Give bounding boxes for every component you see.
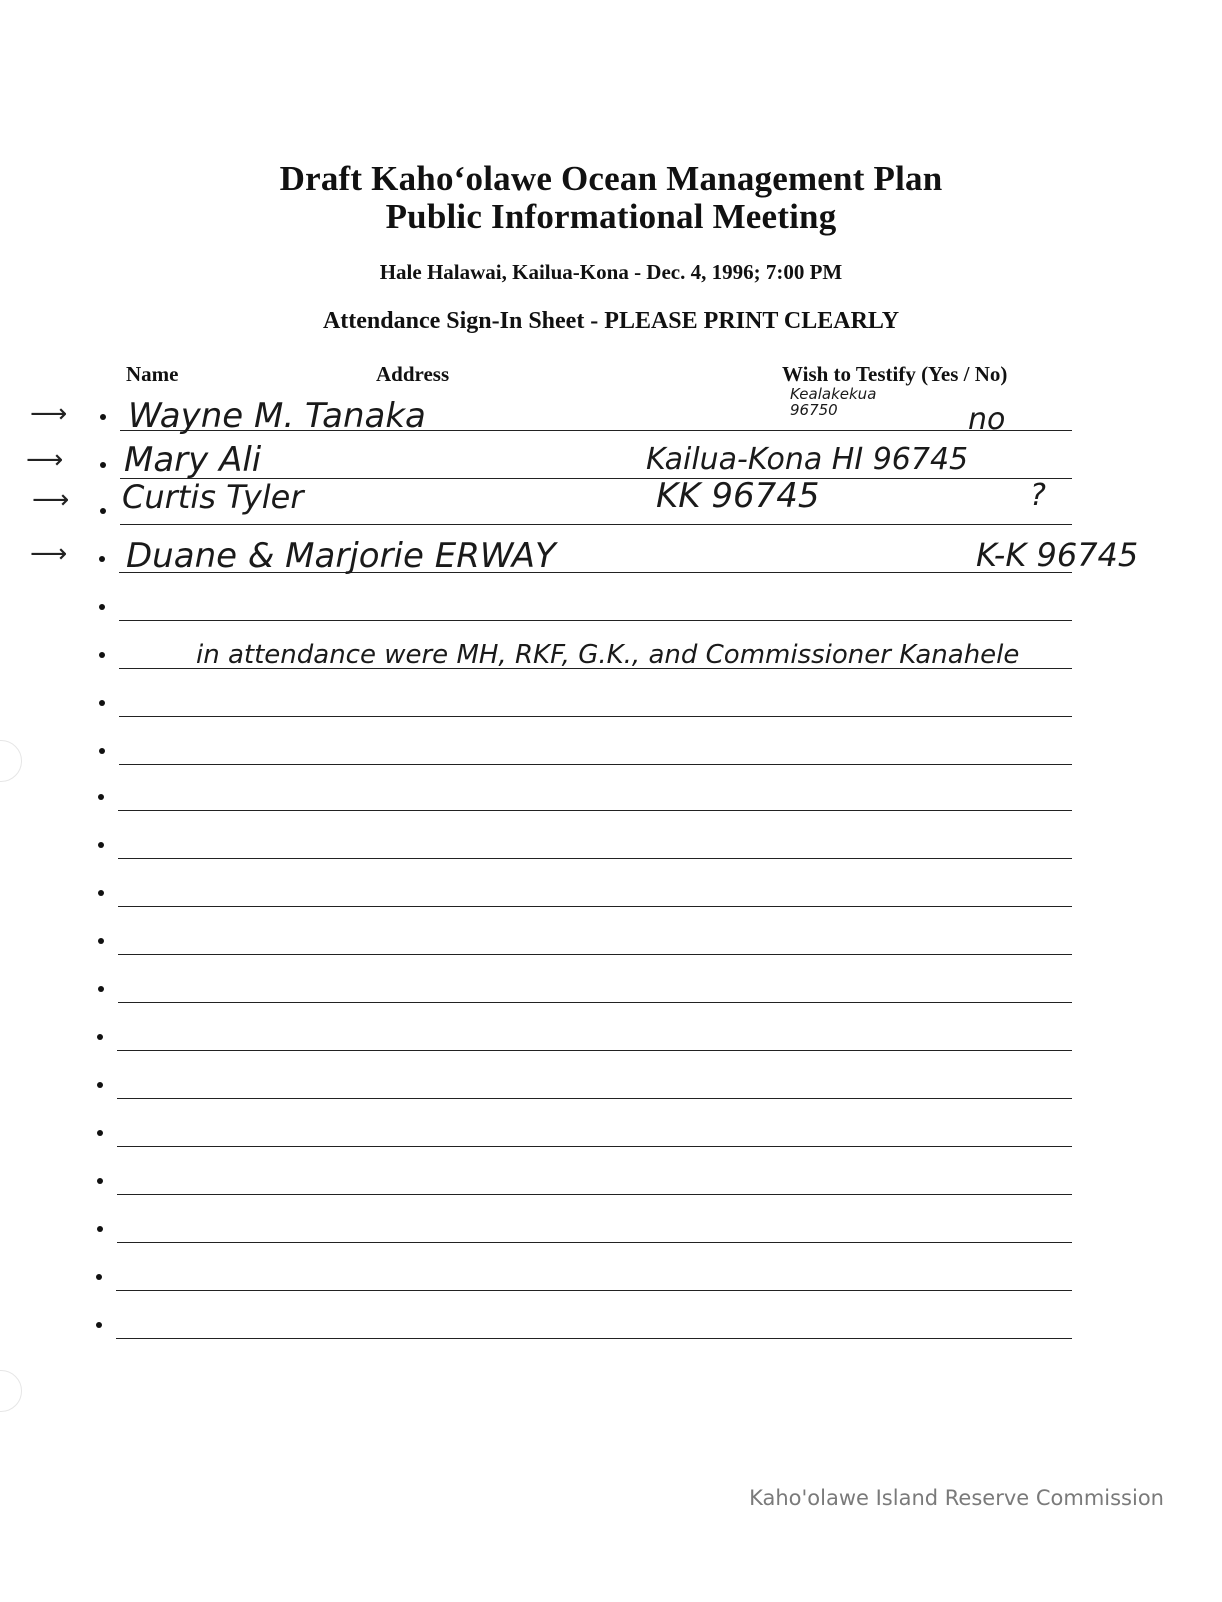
row-bullet [97, 1034, 103, 1040]
sign-in-row-line [120, 524, 1072, 525]
entry-3-name: Curtis Tyler [122, 478, 304, 516]
entry-1-address: Kealakekua 96750 [790, 385, 877, 419]
row-bullet [100, 462, 106, 468]
margin-arrow-icon: ⟶ [26, 445, 64, 475]
entry-2-name: Mary Ali [124, 440, 262, 480]
attendance-note: in attendance were MH, RKF, G.K., and Commissioner Kanahele [196, 640, 1020, 670]
row-bullet [98, 842, 104, 848]
row-bullet [100, 508, 106, 514]
sign-in-row-line [117, 1146, 1072, 1147]
sign-in-row-line [117, 1050, 1072, 1051]
sign-in-row-line [117, 1242, 1072, 1243]
sign-in-row-line [118, 954, 1072, 955]
sign-in-row-line [116, 1290, 1072, 1291]
row-bullet [97, 1178, 103, 1184]
sign-in-row-line [116, 1338, 1072, 1339]
column-header-testify: Wish to Testify (Yes / No) [782, 362, 1008, 386]
sign-in-row-line [118, 1002, 1072, 1003]
sign-in-row-line [118, 810, 1072, 811]
sheet-instructions: Attendance Sign-In Sheet - PLEASE PRINT CLEARLY [322, 308, 900, 334]
entry-1-testify: no [968, 402, 1006, 437]
row-bullet [97, 1226, 103, 1232]
archive-watermark: Kaho'olawe Island Reserve Commission [749, 1486, 1164, 1510]
margin-arrow-icon: ⟶ [32, 485, 70, 515]
row-bullet [98, 938, 104, 944]
entry-3-address: KK 96745 [656, 476, 820, 516]
sign-in-row-line [119, 764, 1072, 765]
row-bullet [99, 556, 105, 562]
sign-in-row-line [117, 1194, 1072, 1195]
sign-in-row-line [119, 716, 1072, 717]
margin-arrow-icon: ⟶ [30, 539, 68, 569]
column-header-address: Address [376, 362, 450, 386]
row-bullet [98, 794, 104, 800]
sign-in-row-line [118, 858, 1072, 859]
punch-hole-mark [0, 740, 22, 782]
entry-4-address: K-K 96745 [976, 536, 1139, 574]
row-bullet [99, 700, 105, 706]
row-bullet [100, 414, 106, 420]
sign-in-row-line [117, 1098, 1072, 1099]
sign-in-row-line [118, 906, 1072, 907]
document-title-line2: Public Informational Meeting [385, 197, 837, 236]
column-header-name: Name [126, 362, 179, 386]
row-bullet [96, 1274, 102, 1280]
entry-3-testify: ? [1030, 478, 1046, 513]
punch-hole-mark [0, 1370, 22, 1412]
entry-2-address: Kailua-Kona HI 96745 [646, 442, 969, 477]
row-bullet [98, 890, 104, 896]
sign-in-row-line [119, 620, 1072, 621]
entry-4-name: Duane & Marjorie ERWAY [126, 536, 556, 576]
row-bullet [98, 986, 104, 992]
row-bullet [99, 652, 105, 658]
row-bullet [99, 604, 105, 610]
margin-arrow-icon: ⟶ [30, 399, 68, 429]
row-bullet [97, 1130, 103, 1136]
row-bullet [97, 1082, 103, 1088]
meeting-location-date: Hale Halawai, Kailua-Kona - Dec. 4, 1996; 7:00 PM [379, 260, 843, 284]
document-title-line1: Draft Kaho‘olawe Ocean Management Plan [279, 159, 943, 198]
row-bullet [96, 1322, 102, 1328]
row-bullet [99, 748, 105, 754]
entry-1-name: Wayne M. Tanaka [128, 396, 426, 436]
